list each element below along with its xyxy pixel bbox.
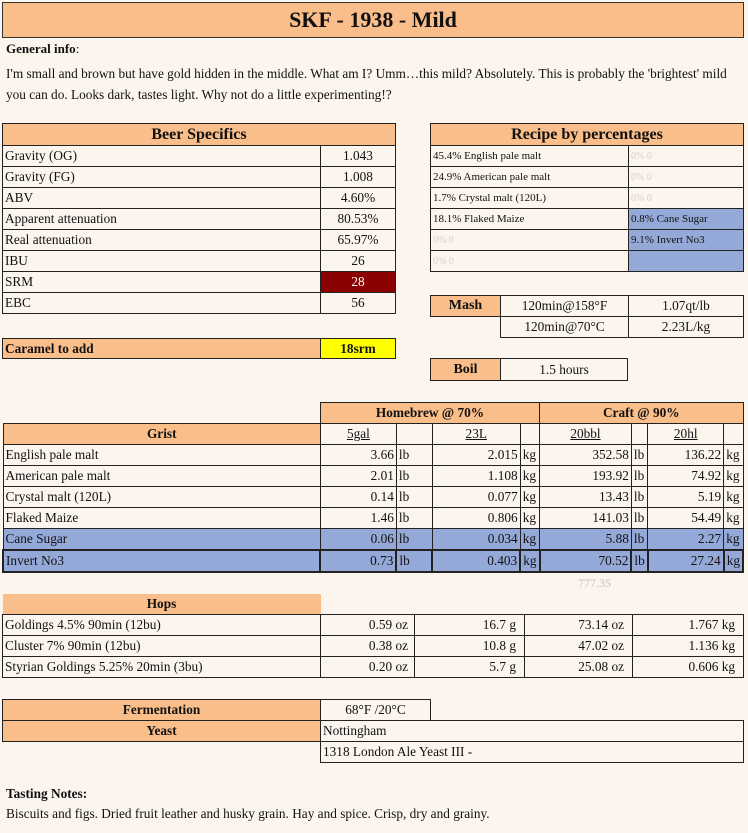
fermentation-value: 68°F /20°C <box>321 700 431 721</box>
recipe-left: 24.9% American pale malt <box>431 167 629 188</box>
grist-v3: 193.92 <box>540 466 632 487</box>
grist-u3: lb <box>631 529 647 550</box>
grist-v4: 136.22 <box>648 445 724 466</box>
recipe-left: 0% 0 <box>431 251 629 272</box>
grist-name: Crystal malt (120L) <box>3 487 320 508</box>
hop-oz: 0.20 oz <box>321 656 415 677</box>
grist-u2: kg <box>520 550 539 572</box>
grist-v1: 2.01 <box>320 466 396 487</box>
grist-name: American pale malt <box>3 466 320 487</box>
grist-v2: 0.806 <box>432 508 520 529</box>
boil-value: 1.5 hours <box>501 359 628 381</box>
craft-header: Craft @ 90% <box>540 403 743 424</box>
grist-u4: kg <box>724 550 743 572</box>
grist-u4: kg <box>724 487 743 508</box>
grist-u1: lb <box>396 508 432 529</box>
yeast-label: Yeast <box>3 721 321 742</box>
grist-v1: 0.06 <box>320 529 396 550</box>
general-info-text: I'm small and brown but have gold hidden in the middle. What am I? Umm…this mild? Absolutely. This is probably the 'brightest' mild you can do. Looks dark, tastes light. Why not do a little experimenting!? <box>6 66 727 102</box>
spec-value: 4.60% <box>321 188 396 209</box>
grist-u4: kg <box>724 508 743 529</box>
hop-name: Goldings 4.5% 90min (12bu) <box>3 614 321 635</box>
spec-value: 65.97% <box>321 230 396 251</box>
spec-label: SRM <box>3 272 321 293</box>
grist-u3: lb <box>631 487 647 508</box>
grist-table <box>2 402 744 573</box>
recipe-right <box>629 251 744 272</box>
grist-v3: 5.88 <box>540 529 632 550</box>
homebrew-header: Homebrew @ 70% <box>320 403 539 424</box>
mash-ratio-qt: 1.07qt/lb <box>629 296 744 317</box>
spec-value: 1.008 <box>321 167 396 188</box>
spec-value: 80.53% <box>321 209 396 230</box>
col-20hl: 20hl <box>648 424 724 445</box>
recipe-right: 0% 0 <box>629 188 744 209</box>
caramel-label: Caramel to add <box>3 339 321 359</box>
grist-u2: kg <box>520 508 539 529</box>
hop-lb: 47.02 oz <box>525 635 633 656</box>
grist-v3: 13.43 <box>540 487 632 508</box>
hop-g: 16.7 g <box>415 614 525 635</box>
recipe-right: 0% 0 <box>629 167 744 188</box>
grist-u3: lb <box>631 550 647 572</box>
grist-label: Grist <box>3 424 320 445</box>
recipe-left: 45.4% English pale malt <box>431 146 629 167</box>
grist-name: Cane Sugar <box>3 529 320 550</box>
grist-u1: lb <box>396 550 432 572</box>
grist-v2: 0.077 <box>432 487 520 508</box>
grist-v4: 54.49 <box>648 508 724 529</box>
yeast-name: Nottingham <box>321 721 744 742</box>
grist-name: English pale malt <box>3 445 320 466</box>
hops-header: Hops <box>3 594 321 614</box>
recipe-left: 18.1% Flaked Maize <box>431 209 629 230</box>
grist-v1: 1.46 <box>320 508 396 529</box>
grist-v4: 2.27 <box>648 529 724 550</box>
fermentation-table <box>2 699 744 763</box>
hop-name: Styrian Goldings 5.25% 20min (3bu) <box>3 656 321 677</box>
caramel-table <box>2 338 396 359</box>
page-title: SKF - 1938 - Mild <box>2 2 744 38</box>
yeast-strain: 1318 London Ale Yeast III - <box>321 742 744 763</box>
hop-kg: 0.606 kg <box>633 656 744 677</box>
grist-v4: 74.92 <box>648 466 724 487</box>
mash-time-f: 120min@158°F <box>501 296 629 317</box>
hops-table <box>2 594 744 678</box>
grist-u4: kg <box>724 466 743 487</box>
hop-name: Cluster 7% 90min (12bu) <box>3 635 321 656</box>
grist-v3: 70.52 <box>540 550 632 572</box>
grist-v2: 1.108 <box>432 466 520 487</box>
hop-oz: 0.38 oz <box>321 635 415 656</box>
grist-u1: lb <box>396 466 432 487</box>
hop-lb: 73.14 oz <box>525 614 633 635</box>
hop-kg: 1.136 kg <box>633 635 744 656</box>
grist-u3: lb <box>631 508 647 529</box>
grist-u2: kg <box>520 445 539 466</box>
recipe-header: Recipe by percentages <box>431 124 744 146</box>
recipe-right: 0% 0 <box>629 146 744 167</box>
recipe-right: 0.8% Cane Sugar <box>629 209 744 230</box>
grist-u4: kg <box>724 529 743 550</box>
caramel-value: 18srm <box>321 339 396 359</box>
grist-u2: kg <box>520 487 539 508</box>
spec-label: EBC <box>3 293 321 314</box>
spec-label: Gravity (FG) <box>3 167 321 188</box>
hop-lb: 25.08 oz <box>525 656 633 677</box>
mash-table <box>430 295 744 338</box>
grist-u3: lb <box>631 445 647 466</box>
tasting-notes-label: Tasting Notes: <box>6 786 88 801</box>
hop-oz: 0.59 oz <box>321 614 415 635</box>
recipe-left: 0% 0 <box>431 230 629 251</box>
grist-u1: lb <box>396 487 432 508</box>
beer-specifics-header: Beer Specifics <box>3 124 396 146</box>
grist-v2: 0.034 <box>432 529 520 550</box>
grist-v1: 0.14 <box>320 487 396 508</box>
grist-u2: kg <box>520 529 539 550</box>
grist-u3: lb <box>631 466 647 487</box>
grist-u2: kg <box>520 466 539 487</box>
beer-specifics-table <box>2 123 396 314</box>
grist-v3: 141.03 <box>540 508 632 529</box>
recipe-left: 1.7% Crystal malt (120L) <box>431 188 629 209</box>
spec-label: Real attenuation <box>3 230 321 251</box>
mash-ratio-l: 2.23L/kg <box>629 317 744 338</box>
grist-v1: 0.73 <box>320 550 396 572</box>
spec-label: Gravity (OG) <box>3 146 321 167</box>
spec-label: IBU <box>3 251 321 272</box>
grist-v1: 3.66 <box>320 445 396 466</box>
hop-g: 10.8 g <box>415 635 525 656</box>
mash-time-c: 120min@70°C <box>501 317 629 338</box>
grist-u1: lb <box>396 529 432 550</box>
grist-name: Invert No3 <box>3 550 320 572</box>
spec-value: 56 <box>321 293 396 314</box>
spec-value: 1.043 <box>321 146 396 167</box>
hop-kg: 1.767 kg <box>633 614 744 635</box>
hop-g: 5.7 g <box>415 656 525 677</box>
grist-name: Flaked Maize <box>3 508 320 529</box>
grist-v4: 5.19 <box>648 487 724 508</box>
grist-v2: 2.015 <box>432 445 520 466</box>
col-23l: 23L <box>432 424 520 445</box>
mash-label: Mash <box>431 296 501 317</box>
grist-v4: 27.24 <box>648 550 724 572</box>
grist-v3: 352.58 <box>540 445 632 466</box>
general-info-label: General info: <box>6 41 80 56</box>
recipe-right: 9.1% Invert No3 <box>629 230 744 251</box>
grist-v2: 0.403 <box>432 550 520 572</box>
spec-value: 26 <box>321 251 396 272</box>
boil-label: Boil <box>431 359 501 381</box>
spec-label: Apparent attenuation <box>3 209 321 230</box>
spec-label: ABV <box>3 188 321 209</box>
col-5gal: 5gal <box>320 424 396 445</box>
tasting-notes-text: Biscuits and figs. Dried fruit leather and husky grain. Hay and spice. Crisp, dry and grainy. <box>6 806 490 821</box>
grist-u4: kg <box>724 445 743 466</box>
fermentation-label: Fermentation <box>3 700 321 721</box>
grist-faint-total: 777.35 <box>578 576 611 590</box>
col-20bbl: 20bbl <box>540 424 632 445</box>
grist-u1: lb <box>396 445 432 466</box>
boil-table <box>430 358 628 381</box>
srm-swatch: 28 <box>321 272 396 293</box>
recipe-table <box>430 123 744 272</box>
